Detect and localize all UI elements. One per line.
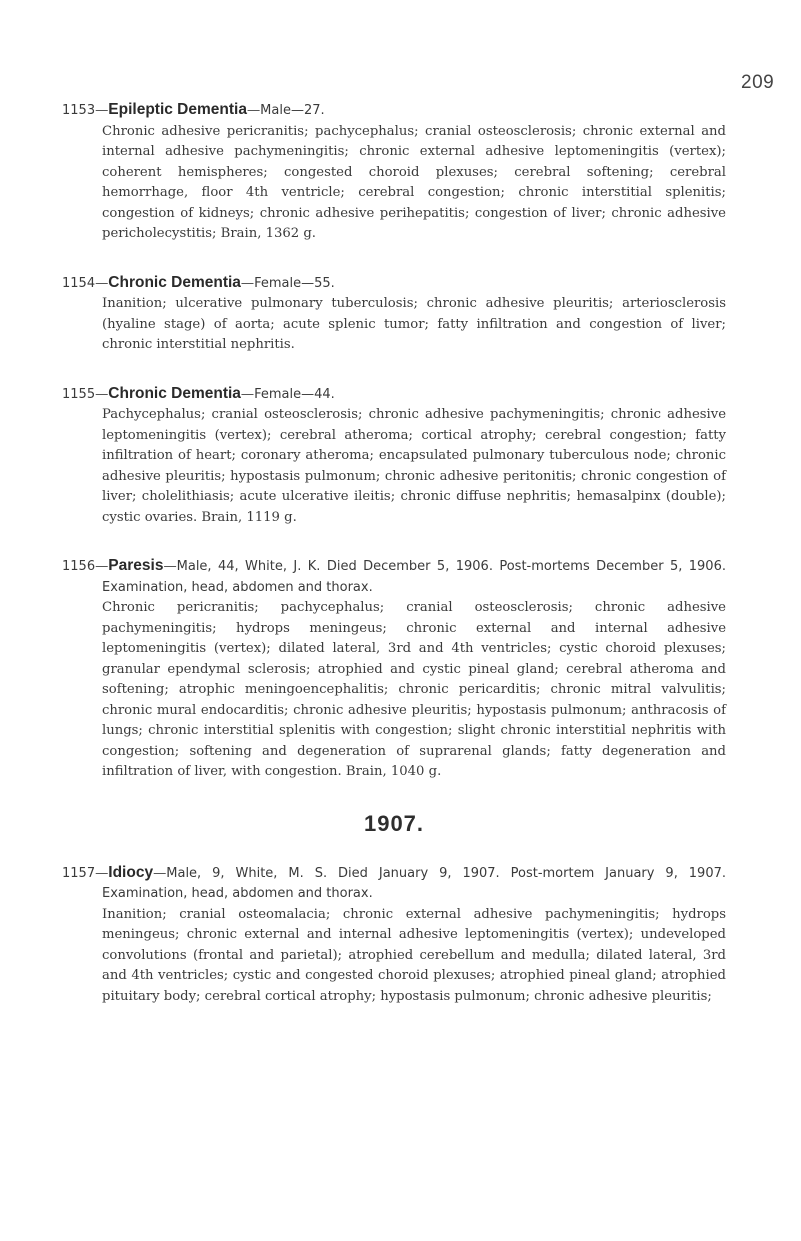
case-details: Male—27.	[260, 103, 325, 118]
case-details: Male, 44, White, J. K. Died December 5, 1906. Post-mortems December 5, 1906. Examination, head, abdomen and thorax.	[102, 559, 726, 595]
case-heading: 1154—Chronic Dementia—Female—55.	[62, 273, 335, 291]
case-diagnosis: Chronic Dementia	[108, 384, 241, 402]
case-heading: 1153—Epileptic Dementia—Male—27.	[62, 101, 325, 118]
case-entry-1155	[62, 384, 726, 529]
case-findings: Pachycephalus; cranial osteosclerosis; chronic adhesive pachymeningitis; chronic adhesive leptomeningitis (vertex); cerebral atheroma; cortical atrophy; cerebral congestion; fatty infiltration of heart; coronary atheroma; encapsulated pulmonary tuberculous node; chronic adhesive pleuritis; hypostasis pulmonum; chronic adhesive peritonitis; chronic congestion of liver; cholelithiasis; acute ulcerative ileitis; chronic diffuse nephritis; hemasalpinx (double); cystic ovaries. Brain, 1119 g.	[102, 407, 726, 525]
case-diagnosis: Epileptic Dementia	[108, 101, 247, 118]
case-heading: 1156—Paresis—Male, 44, White, J. K. Died December 5, 1906. Post-mortems December 5, 1906. Examination, head, abdomen and thorax.	[62, 557, 726, 595]
page-number: 209	[741, 72, 775, 93]
year-heading: 1907.	[363, 810, 425, 836]
case-number: 1154	[62, 275, 96, 291]
case-number: 1155	[62, 386, 96, 402]
case-findings: Inanition; cranial osteomalacia; chronic external adhesive pachymeningitis; hydrops meningeus; chronic external and internal adhesive leptomeningitis (vertex); undeveloped convolutions (frontal and parietal); atrophied cerebellum and medulla; dilated lateral, 3rd and 4th ventricles; cystic and congested choroid plexuses; atrophied pineal gland; atrophied pituitary body; cerebral cortical atrophy; hypostasis pulmonum; chronic adhesive pleuritis;	[102, 906, 726, 1004]
case-entry-1156	[62, 556, 726, 783]
page-content	[62, 100, 726, 1035]
case-details: Female—55.	[254, 275, 335, 291]
case-details: Female—44.	[254, 386, 335, 402]
case-diagnosis: Paresis	[108, 557, 164, 574]
case-diagnosis: Idiocy	[108, 863, 154, 881]
case-diagnosis: Chronic Dementia	[108, 273, 241, 291]
case-number: 1157	[62, 865, 96, 881]
case-entry-1153	[62, 100, 726, 245]
case-findings: Chronic pericranitis; pachycephalus; cranial osteosclerosis; chronic adhesive pachymeningitis; hydrops meningeus; chronic external and internal adhesive leptomeningitis (vertex); dilated lateral, 3rd and 4th ventricles; cystic choroid plexuses; granular ependymal sclerosis; atrophied and cystic pineal gland; cerebral atheroma and softening; atrophic meningoencephalitis; chronic pericarditis; chronic mitral valvulitis; chronic mural endocarditis; chronic adhesive pleuritis; hypostasis pulmonum; anthracosis of lungs; chronic interstitial splenitis with congestion; slight chronic interstitial nephritis with congestion; softening and degeneration of suprarenal glands; fatty degeneration and infiltration of liver, with congestion. Brain, 1040 g.	[102, 600, 726, 779]
case-findings: Chronic adhesive pericranitis; pachycephalus; cranial osteosclerosis; chronic external and internal adhesive pachymeningitis; chronic external adhesive leptomeningitis (vertex); coherent hemispheres; congested choroid plexuses; cerebral softening; cerebral hemorrhage, floor 4th ventricle; cerebral congestion; chronic interstitial splenitis; congestion of kidneys; chronic adhesive perihepatitis; congestion of liver; chronic adhesive pericholecystitis; Brain, 1362 g.	[102, 123, 726, 241]
case-number: 1156	[62, 559, 96, 574]
case-details: Male, 9, White, M. S. Died January 9, 1907. Post-mortem January 9, 1907. Examination, head, abdomen and thorax.	[102, 865, 726, 901]
case-number: 1153	[62, 103, 96, 118]
case-entry-1154	[62, 273, 726, 356]
case-findings: Inanition; ulcerative pulmonary tuberculosis; chronic adhesive pleuritis; arteriosclerosis (hyaline stage) of aorta; acute splenic tumor; fatty infiltration and congestion of liver; chronic interstitial nephritis.	[102, 296, 726, 352]
case-heading: 1157—Idiocy—Male, 9, White, M. S. Died January 9, 1907. Post-mortem January 9, 1907. Examination, head, abdomen and thorax.	[62, 863, 726, 901]
case-entry-1157	[62, 863, 726, 1008]
case-heading: 1155—Chronic Dementia—Female—44.	[62, 384, 335, 402]
